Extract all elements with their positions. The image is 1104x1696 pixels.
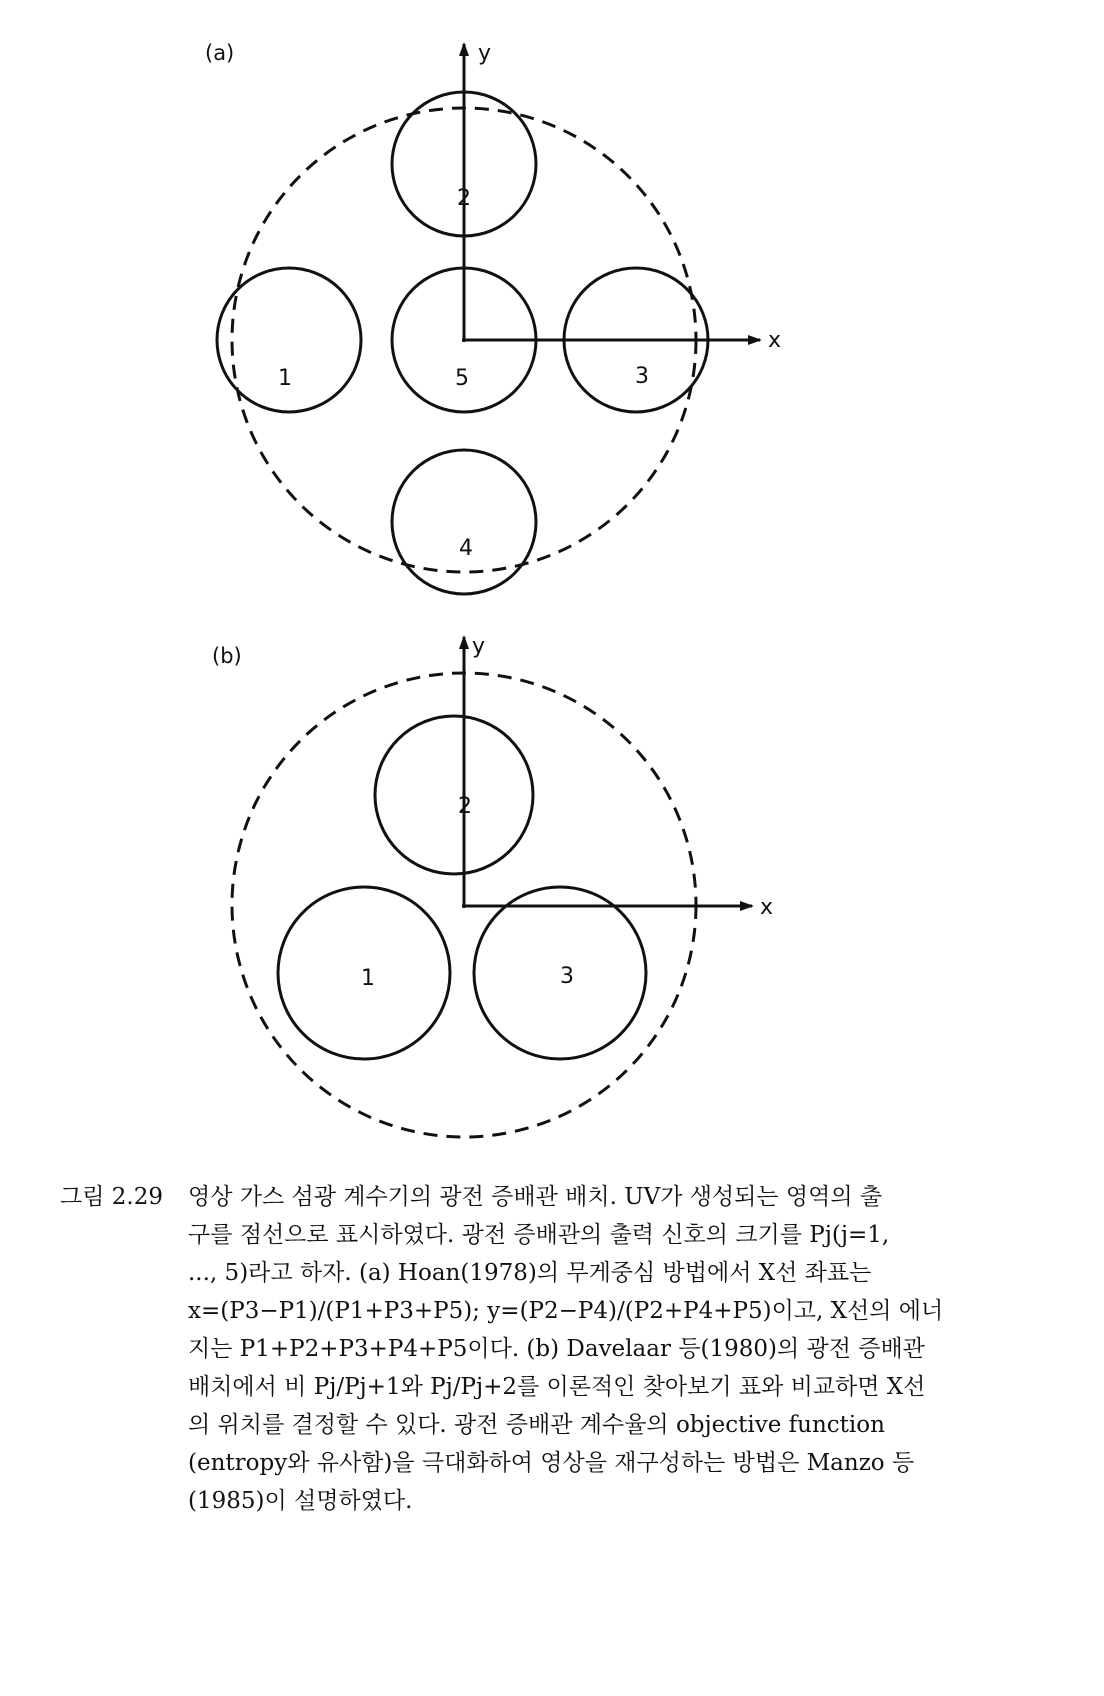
caption-text xyxy=(188,1178,950,1520)
panel-b-tube-1-label: 1 xyxy=(361,966,375,991)
panel-b xyxy=(212,634,773,1137)
panel-a-label: (a) xyxy=(205,41,235,65)
panel-a-tube-4-label: 4 xyxy=(459,536,473,561)
caption-line: x=(P3−P1)/(P1+P3+P5); y=(P2−P4)/(P2+P4+P5)이고, X선의 에너 xyxy=(188,1298,944,1324)
panel-b-tube-2-label: 2 xyxy=(458,794,472,819)
panel-b-y-label: y xyxy=(472,634,486,659)
caption-line: 배치에서 비 Pj/Pj+1와 Pj/Pj+2를 이론적인 찾아보기 표와 비교하면 X선 xyxy=(188,1374,926,1400)
caption-line: 지는 P1+P2+P3+P4+P5이다. (b) Davelaar 등(1980)의 광전 증배관 xyxy=(188,1336,925,1362)
panel-a-tube-1-label: 1 xyxy=(278,366,292,391)
panel-b-x-label: x xyxy=(760,895,774,920)
panel-a xyxy=(205,41,781,594)
caption-line: 구를 점선으로 표시하였다. 광전 증배관의 출력 신호의 크기를 Pj(j=1, xyxy=(188,1222,890,1248)
figure-caption xyxy=(60,1178,950,1520)
panel-a-tube-2-label: 2 xyxy=(457,186,471,211)
caption-line: 의 위치를 결정할 수 있다. 광전 증배관 계수율의 objective function xyxy=(188,1412,885,1438)
figure-number: 그림 2.29 xyxy=(60,1184,163,1210)
panel-a-y-label: y xyxy=(478,41,492,66)
caption-line: (1985)이 설명하였다. xyxy=(188,1488,413,1514)
panel-a-x-label: x xyxy=(768,328,782,353)
panel-a-tube-5-label: 5 xyxy=(455,366,469,391)
caption-line: ..., 5)라고 하자. (a) Hoan(1978)의 무게중심 방법에서 X선 좌표는 xyxy=(188,1260,872,1286)
panel-b-label: (b) xyxy=(212,644,242,668)
panel-b-tube-2 xyxy=(375,716,533,874)
caption-line: 영상 가스 섬광 계수기의 광전 증배관 배치. UV가 생성되는 영역의 출 xyxy=(188,1184,883,1210)
caption-line: (entropy와 유사함)을 극대화하여 영상을 재구성하는 방법은 Manzo 등 xyxy=(188,1450,915,1476)
panel-b-tube-3-label: 3 xyxy=(560,964,574,989)
panel-a-tube-3-label: 3 xyxy=(635,364,649,389)
panel-a-tube-4 xyxy=(392,450,536,594)
